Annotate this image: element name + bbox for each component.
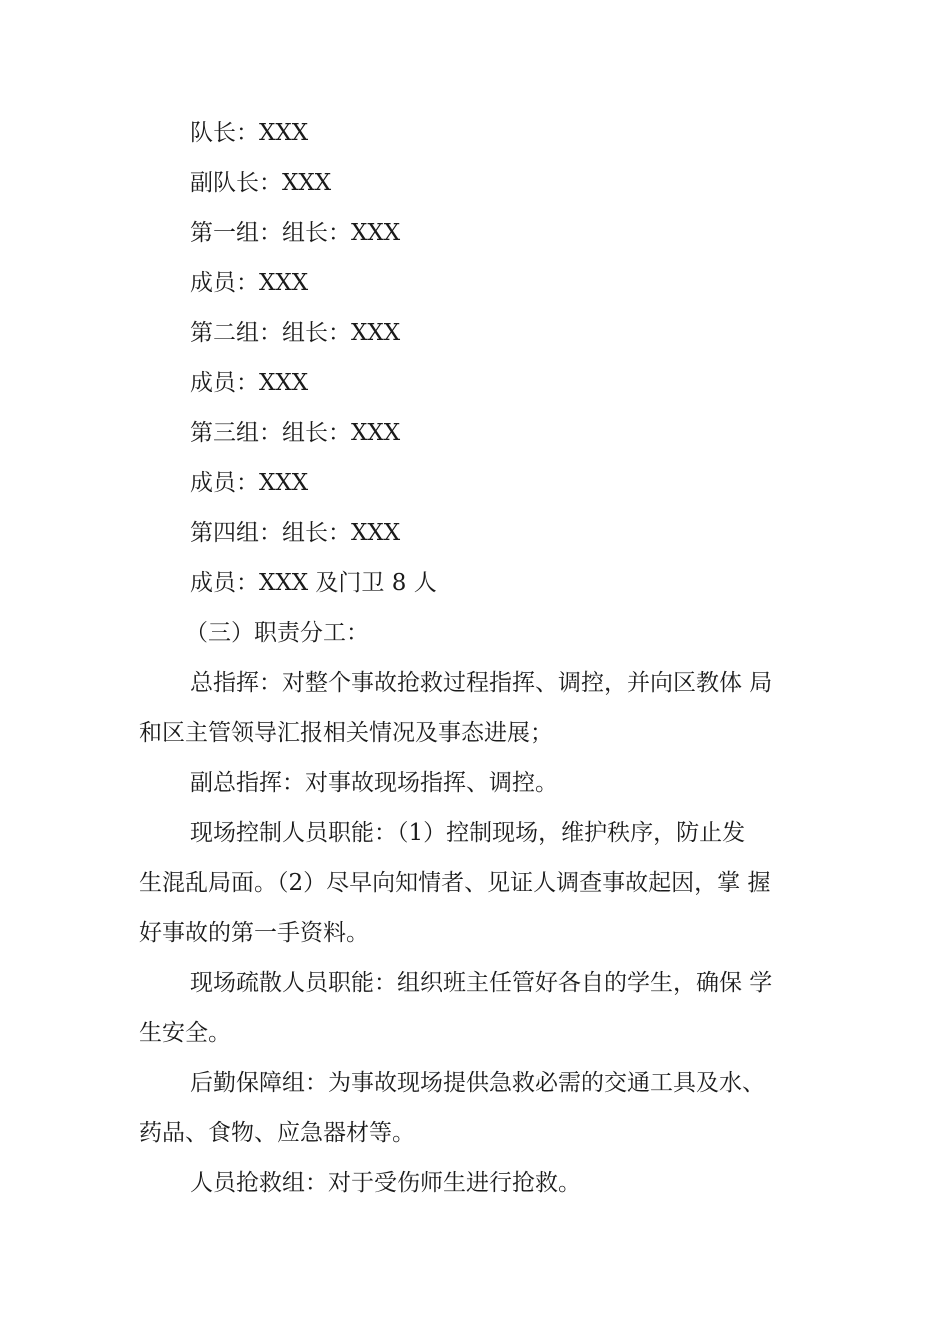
paragraph-line: 人员抢救组：对于受伤师生进行抢救。	[190, 1170, 581, 1196]
paragraph-evacuation	[139, 958, 829, 1058]
paragraph-line: 现场控制人员职能：（1）控制现场，维护秩序，防止发	[190, 820, 746, 846]
roster-line-group2-leader: 第二组：组长：XXX	[190, 320, 401, 346]
paragraph-line: 生混乱局面。（2）尽早向知情者、见证人调查事故起因，掌 握	[139, 870, 771, 896]
paragraph-line: 后勤保障组：为事故现场提供急救必需的交通工具及水、	[190, 1070, 765, 1096]
roster-line-group3-members: 成员：XXX	[190, 470, 309, 496]
roster-line-group1-leader: 第一组：组长：XXX	[190, 220, 401, 246]
roster-line-group2-members: 成员：XXX	[190, 370, 309, 396]
roster-line-group4-leader: 第四组：组长：XXX	[190, 520, 401, 546]
paragraph-line: 药品、食物、应急器材等。	[139, 1120, 415, 1146]
paragraph-line: 副总指挥：对事故现场指挥、调控。	[190, 770, 558, 796]
document-body	[139, 108, 829, 1208]
paragraph-site-control	[139, 808, 829, 958]
paragraph-commander	[139, 658, 829, 758]
paragraph-logistics	[139, 1058, 829, 1158]
paragraph-rescue	[139, 1158, 829, 1208]
roster-line-captain: 队长：XXX	[190, 120, 309, 146]
paragraph-line: 好事故的第一手资料。	[139, 920, 369, 946]
paragraph-line: 现场疏散人员职能：组织班主任管好各自的学生，确保 学	[190, 970, 773, 996]
roster-line-group3-leader: 第三组：组长：XXX	[190, 420, 401, 446]
roster-line-group1-members: 成员：XXX	[190, 270, 309, 296]
paragraph-line: 生安全。	[139, 1020, 231, 1046]
section-heading: （三）职责分工：	[185, 620, 369, 646]
paragraph-line: 和区主管领导汇报相关情况及事态进展；	[139, 720, 553, 746]
paragraph-deputy-commander	[139, 758, 829, 808]
paragraph-line: 总指挥：对整个事故抢救过程指挥、调控，并向区教体 局	[190, 670, 773, 696]
roster-line-vice-captain: 副队长：XXX	[190, 170, 332, 196]
roster-line-group4-members: 成员：XXX 及门卫 8 人	[190, 570, 437, 596]
